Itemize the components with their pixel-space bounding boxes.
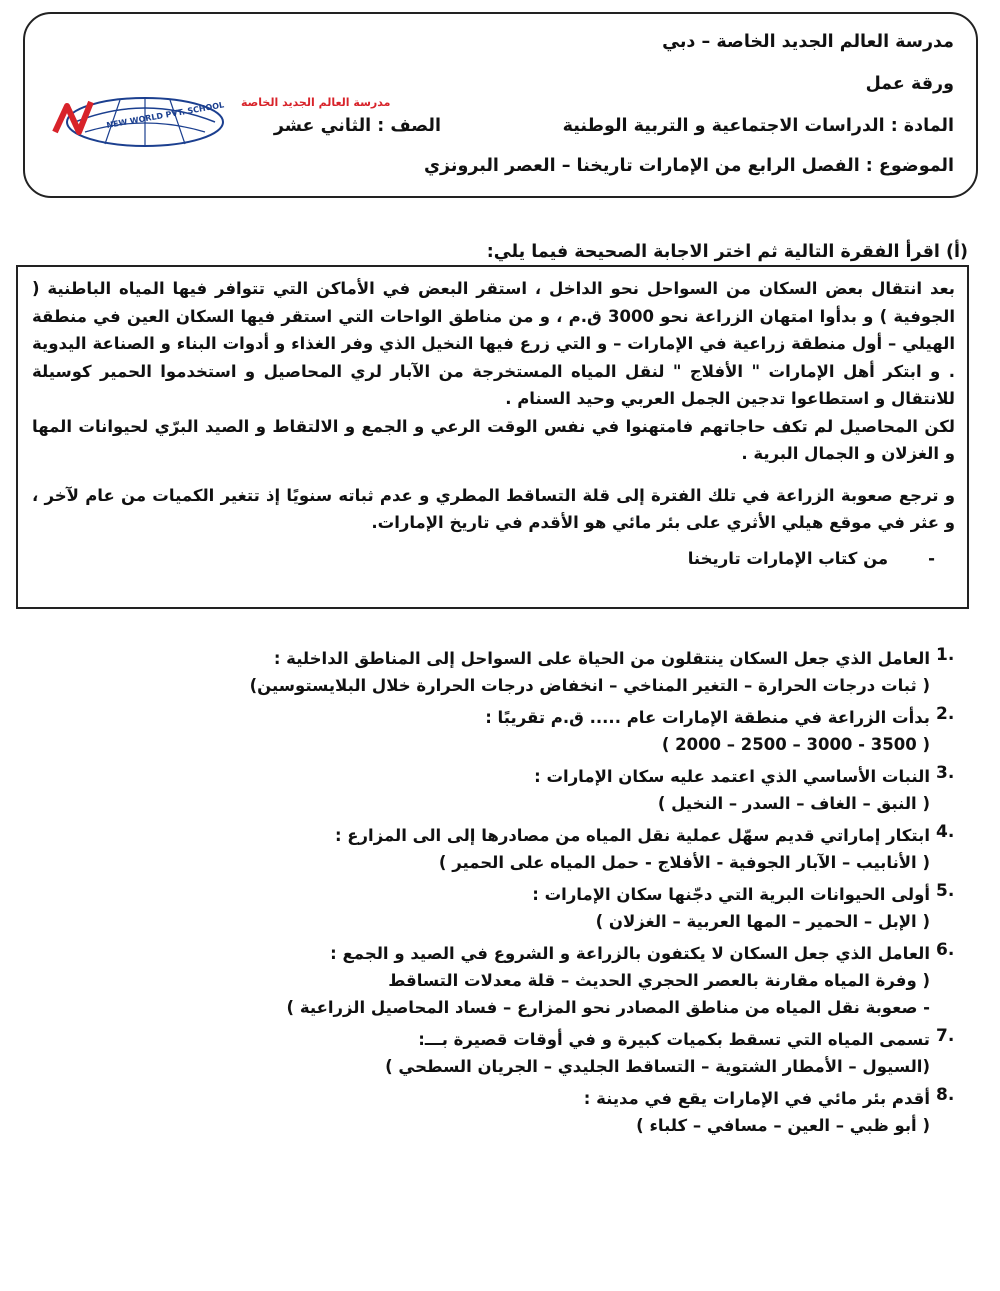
question-options: (السيول – الأمطار الشتوية – التساقط الجليدي – الجريان السطحي ): [385, 1057, 930, 1076]
question-number: 7.: [936, 1026, 955, 1046]
question-number: 5.: [936, 881, 955, 901]
question-options: ( ثبات درجات الحرارة – التغير المناخي – انخفاض درجات الحرارة خلال البلايستوسين): [249, 676, 930, 695]
question-options: ( وفرة المياه مقارنة بالعصر الحجري الحديث – قلة معدلات التساقط: [388, 971, 930, 990]
question-number: 1.: [936, 645, 955, 665]
source-dash: -: [928, 548, 935, 568]
question-number: 3.: [936, 763, 955, 783]
passage-paragraph-3: و ترجع صعوبة الزراعة في تلك الفترة إلى قلة التساقط المطري و عدم ثباته سنويًا إذ تتغير الكميات من عام لآخر ، و عثر في موقع هيلي الأثري على بئر مائي هو الأقدم في تاريخ الإمارات.: [32, 485, 955, 532]
question-number: 4.: [936, 822, 955, 842]
question-options: ( الإبل – الحمير – المها العربية – الغزلان ): [595, 912, 930, 931]
question-text: العامل الذي جعل السكان ينتقلون من الحياة على السواحل إلى المناطق الداخلية :: [273, 649, 930, 668]
question-item: [50, 822, 955, 876]
topic-label: الموضوع : الفصل الرابع من الإمارات تاريخنا – العصر البرونزي: [423, 156, 954, 176]
question-options: ( 3500 - 3000 – 2500 – 2000 ): [661, 735, 930, 754]
question-number: 2.: [936, 704, 955, 724]
instruction: (أ) اقرأ الفقرة التالية ثم اختر الاجابة الصحيحة فيما يلي:: [486, 242, 968, 262]
subject-label: المادة : الدراسات الاجتماعية و التربية الوطنية: [562, 116, 954, 136]
question-text: العامل الذي جعل السكان لا يكتفون بالزراعة و الشروع في الصيد و الجمع :: [330, 944, 930, 963]
question-item: [50, 1026, 955, 1080]
question-item: [50, 1085, 955, 1139]
question-text: بدأت الزراعة في منطقة الإمارات عام ..... ق.م تقريبًا :: [485, 708, 930, 727]
question-text: أولى الحيوانات البرية التي دجّنها سكان الإمارات :: [532, 885, 930, 904]
question-options: ( الأنابيب – الآبار الجوفية - الأفلاج - حمل المياه على الحمير ): [438, 853, 930, 872]
passage-paragraph-1: بعد انتقال بعض السكان من السواحل نحو الداخل ، استقر البعض في الأماكن التي تتوافر فيها المياه الباطنية ( الجوفية ) و بدأوا امتهان الزراعة نحو 3000 ق.م ، و من مناطق الواحات التي استقر فيها السكان العين في منطقة الهيلي – أول منطقة زراعية في الإمارات – و التي زرع فيها النخيل الذي وفر الغذاء و أدوات البناء و الصناعة اليدوية . و ابتكر أهل الإمارات " الأفلاج " لنقل المياه المستخرجة من الآبار لري المحاصيل و استخدموا الحمير كوسيلة للانتقال و استطاعوا تدجين الجمل العربي وحيد السنام .: [32, 279, 955, 408]
passage-box: [16, 265, 969, 609]
question-text: أقدم بئر مائي في الإمارات يقع في مدينة :: [583, 1089, 930, 1108]
question-item: [50, 704, 955, 758]
question-list: [50, 645, 955, 1144]
passage-paragraph-2: لكن المحاصيل لم تكف حاجاتهم فامتهنوا في نفس الوقت الرعي و الجمع و الالتقاط و الصيد البرّي لحيوانات المها و الغزلان و الجمال البرية .: [32, 416, 955, 463]
question-options: - صعوبة نقل المياه من مناطق المصادر نحو المزارع – فساد المحاصيل الزراعية ): [286, 998, 930, 1017]
header-box: [23, 12, 978, 198]
question-options: ( النبق – الغاف – السدر – النخيل ): [657, 794, 930, 813]
question-item: [50, 881, 955, 935]
question-item: [50, 763, 955, 817]
question-text: النبات الأساسي الذي اعتمد عليه سكان الإمارات :: [534, 767, 930, 786]
question-number: 8.: [936, 1085, 955, 1105]
question-text: تسمى المياه التي تسقط بكميات كبيرة و في أوقات قصيرة بـــ:: [418, 1030, 930, 1049]
question-item: [50, 645, 955, 699]
question-number: 6.: [936, 940, 955, 960]
question-text: ابتكار إماراتي قديم سهّل عملية نقل المياه من مصادرها إلى الى المزارع :: [334, 826, 930, 845]
logo-english-text: NEW WORLD PVT. SCHOOL: [105, 100, 225, 130]
grade-label: الصف : الثاني عشر: [273, 116, 441, 136]
passage-source: [32, 549, 955, 568]
question-options: ( أبو ظبي – العين – مسافي – كلباء ): [636, 1116, 930, 1135]
source-text: من كتاب الإمارات تاريخنا: [687, 548, 889, 568]
school-name: مدرسة العالم الجديد الخاصة – دبي: [662, 32, 954, 52]
sheet-title: ورقة عمل: [865, 74, 954, 94]
logo-arabic-text: مدرسة العالم الجديد الخاصة: [241, 96, 391, 109]
question-item: [50, 940, 955, 1021]
